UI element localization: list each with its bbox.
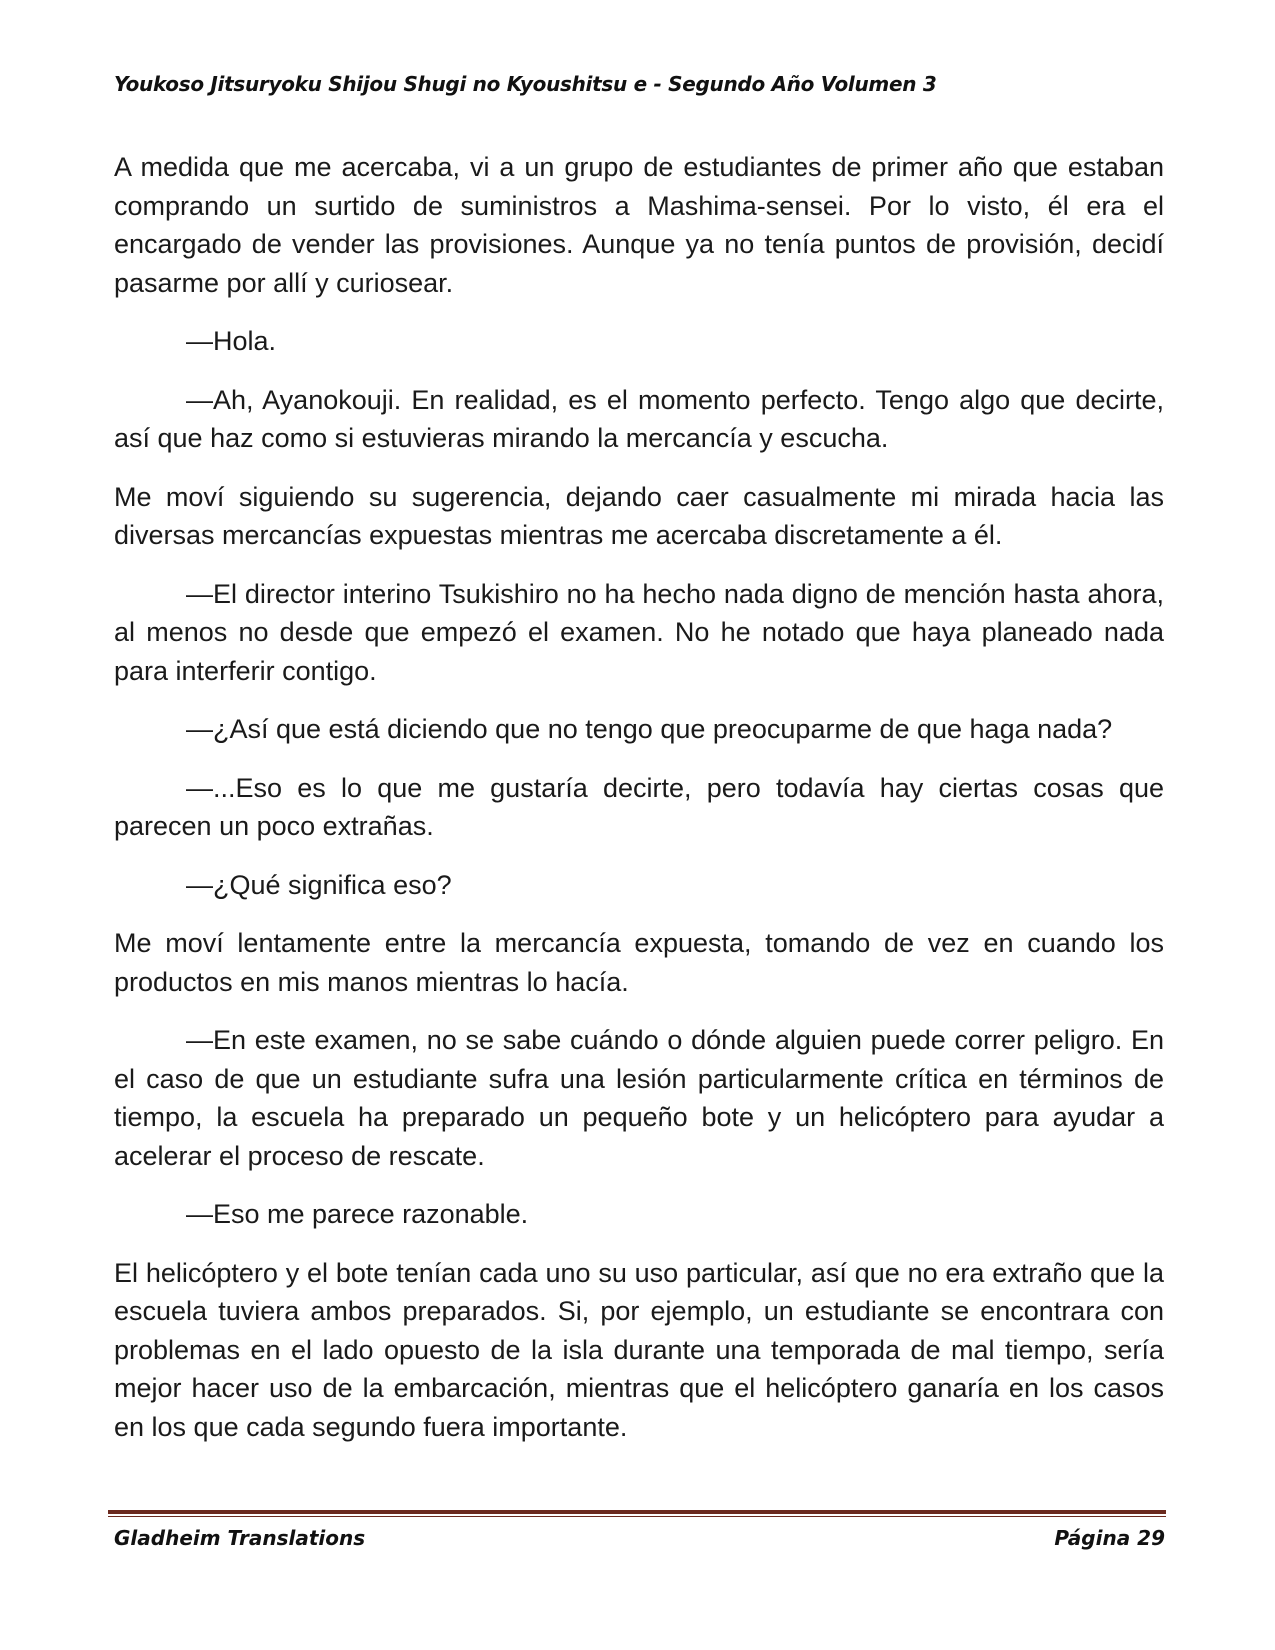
dialogue-paragraph: —Eso me parece razonable. <box>186 1199 529 1229</box>
footer-translator: Gladheim Translations <box>114 1526 366 1550</box>
footer-divider-thin <box>108 1516 1166 1517</box>
footer-page-number: Página 29 <box>1054 1526 1165 1550</box>
footer-divider-thick <box>108 1510 1166 1514</box>
paragraph: A medida que me acercaba, vi a un grupo de estudiantes de primer año que estaban comprando un surtido de suministros a Mashima-sensei. Por lo visto, él era el encargado de vender las provisiones. Aunque ya no tenía puntos de provisión, decidí pasarme por allí y curiosear. <box>114 152 1164 298</box>
dialogue-paragraph: —El director interino Tsukishiro no ha hecho nada digno de mención hasta ahora, al menos no desde que empezó el examen. No he notado que haya planeado nada para interferir contigo. <box>114 578 1164 686</box>
dialogue-paragraph: —Hola. <box>186 326 277 356</box>
dialogue-paragraph: —¿Qué significa eso? <box>186 869 452 900</box>
dialogue-paragraph: —Ah, Ayanokouji. En realidad, es el momento perfecto. Tengo algo que decirte, así que haz como si estuvieras mirando la mercancía y escucha. <box>114 384 1164 453</box>
paragraph: Me moví siguiendo su sugerencia, dejando caer casualmente mi mirada hacia las diversas mercancías expuestas mientras me acercaba discretamente a él. <box>114 481 1164 550</box>
paragraph: Me moví lentamente entre la mercancía expuesta, tomando de vez en cuando los productos en mis manos mientras lo hacía. <box>114 928 1164 997</box>
paragraph: El helicóptero y el bote tenían cada uno su uso particular, así que no era extraño que la escuela tuviera ambos preparados. Si, por ejemplo, un estudiante se encontrara con problemas en el lado opuesto de la isla durante una temporada de mal tiempo, sería mejor hacer uso de la embarcación, mientras que el helicóptero ganaría en los casos en los que cada segundo fuera importante. <box>114 1257 1164 1442</box>
dialogue-paragraph: —En este examen, no se sabe cuándo o dónde alguien puede correr peligro. En el caso de que un estudiante sufra una lesión particularmente crítica en términos de tiempo, la escuela ha preparado un pequeño bote y un helicóptero para ayudar a acelerar el proceso de rescate. <box>114 1025 1164 1171</box>
running-header: Youkoso Jitsuryoku Shijou Shugi no Kyoushitsu e - Segundo Año Volumen 3 <box>114 72 937 96</box>
dialogue-paragraph: —...Eso es lo que me gustaría decirte, pero todavía hay ciertas cosas que parecen un poco extrañas. <box>114 772 1164 841</box>
dialogue-paragraph: —¿Así que está diciendo que no tengo que preocuparme de que haga nada? <box>186 714 1113 744</box>
footer-divider <box>108 1510 1166 1518</box>
page-body <box>114 148 1164 1466</box>
